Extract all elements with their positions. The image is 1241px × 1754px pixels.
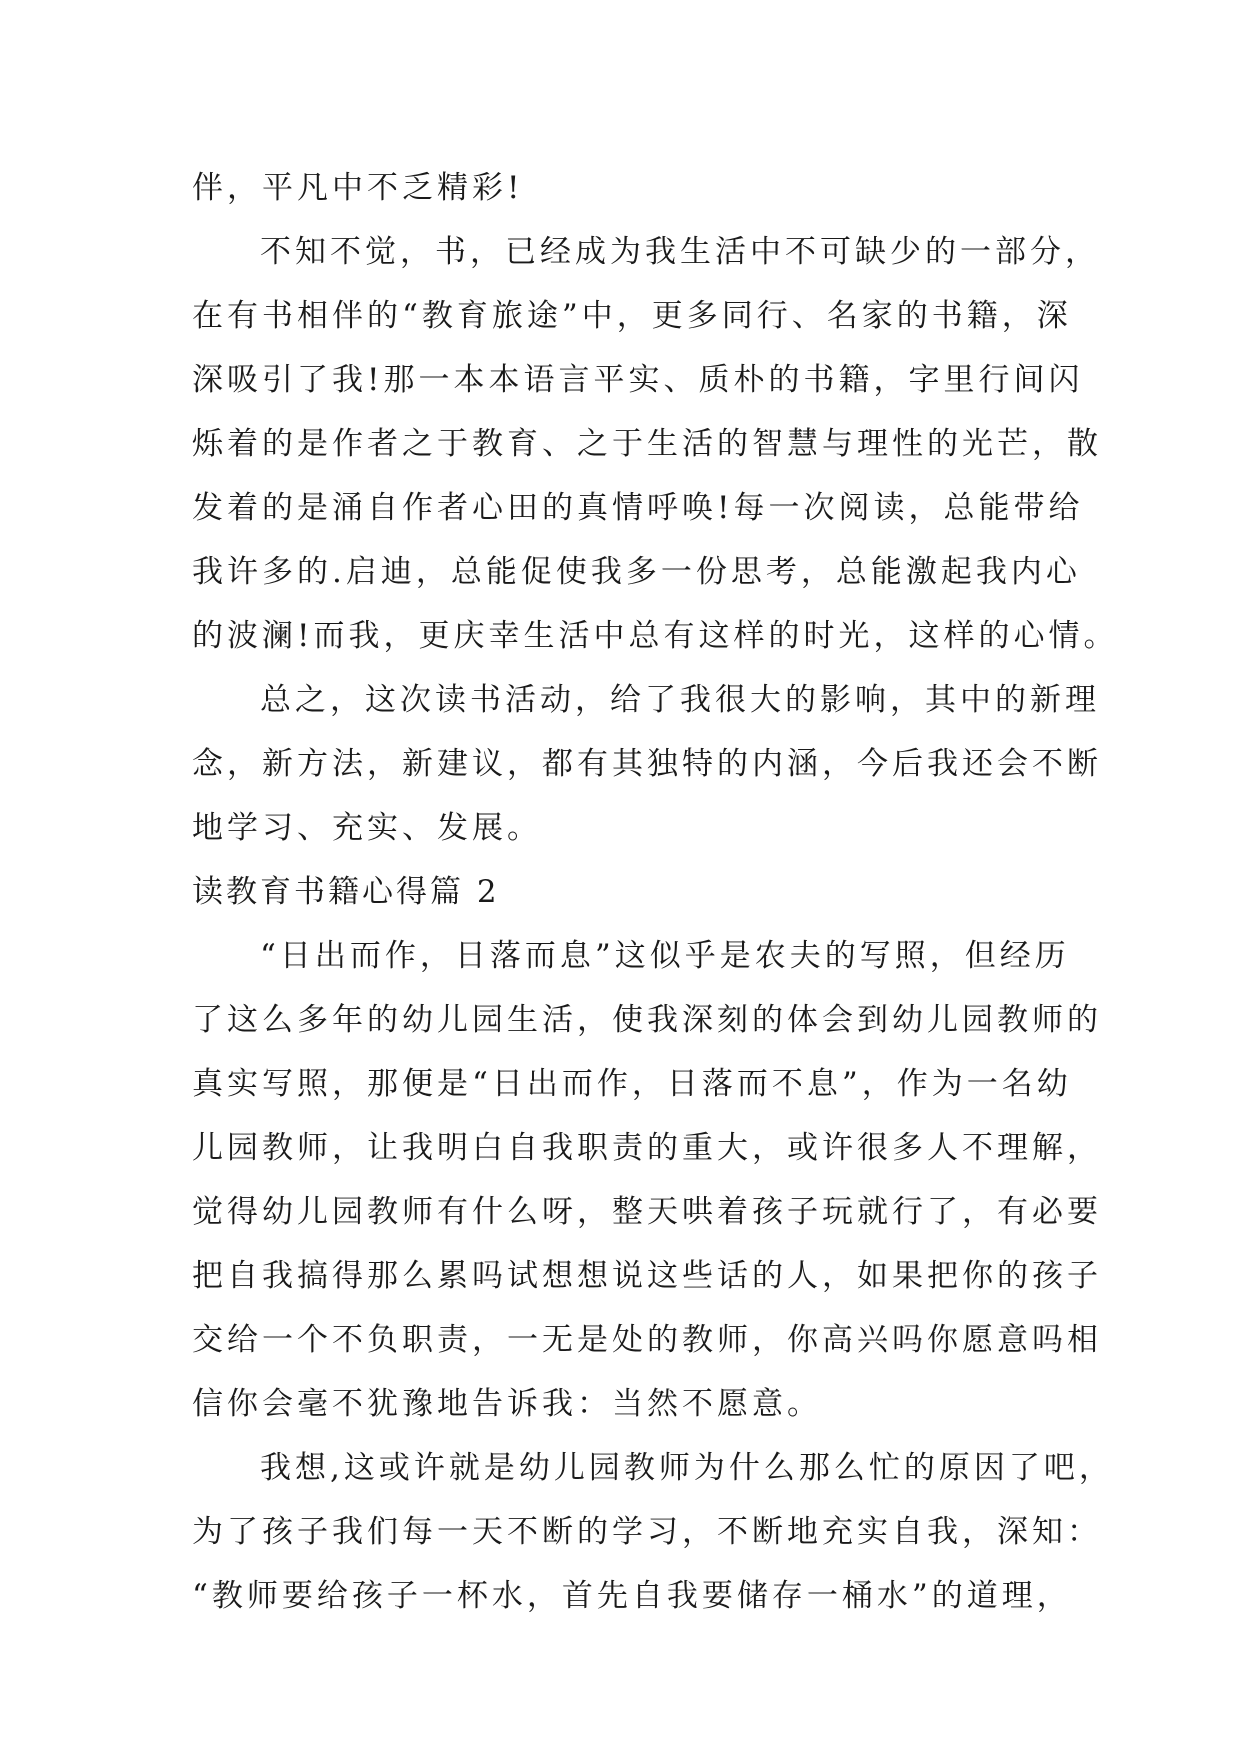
paragraph-line: 的波澜!而我，更庆幸生活中总有这样的时光，这样的心情。 — [192, 618, 1119, 654]
paragraph-line: 深吸引了我!那一本本语言平实、质朴的书籍，字里行间闪 — [192, 362, 1084, 398]
paragraph-line: 烁着的是作者之于教育、之于生活的智慧与理性的光芒，散 — [192, 426, 1102, 462]
paragraph-line: “日出而作，日落而息”这似乎是农夫的写照，但经历 — [260, 938, 1070, 974]
paragraph-line: 信你会毫不犹豫地告诉我：当然不愿意。 — [192, 1386, 822, 1422]
paragraph-line: 发着的是涌自作者心田的真情呼唤!每一次阅读，总能带给 — [192, 490, 1084, 526]
section-1-body — [192, 156, 1119, 860]
paragraph-line: 念，新方法，新建议，都有其独特的内涵，今后我还会不断 — [192, 746, 1102, 782]
paragraph-line: 在有书相伴的“教育旅途”中，更多同行、名家的书籍，深 — [192, 298, 1072, 334]
paragraph-line: 把自我搞得那么累吗试想想说这些话的人，如果把你的孩子 — [192, 1258, 1102, 1294]
paragraph-line: 真实写照，那便是“日出而作，日落而不息”，作为一名幼 — [192, 1066, 1072, 1102]
paragraph-line: 伴，平凡中不乏精彩! — [192, 170, 524, 206]
paragraph-line: 地学习、充实、发展。 — [192, 810, 542, 846]
paragraph-line: 儿园教师，让我明白自我职责的重大，或许很多人不理解， — [192, 1130, 1102, 1166]
paragraph-line: 为了孩子我们每一天不断的学习，不断地充实自我，深知： — [192, 1514, 1102, 1550]
paragraph-line: 不知不觉，书，已经成为我生活中不可缺少的一部分， — [260, 234, 1100, 270]
paragraph-line: 我想,这或许就是幼儿园教师为什么那么忙的原因了吧， — [260, 1450, 1114, 1486]
paragraph-line: 了这么多年的幼儿园生活，使我深刻的体会到幼儿园教师的 — [192, 1002, 1102, 1038]
section-heading: 读教育书籍心得篇 2 — [192, 874, 500, 910]
paragraph-line: “教师要给孩子一杯水，首先自我要储存一桶水”的道理， — [192, 1578, 1072, 1614]
section-2-heading-block — [192, 860, 1072, 924]
paragraph-line: 总之，这次读书活动，给了我很大的影响，其中的新理 — [260, 682, 1100, 718]
paragraph-line: 觉得幼儿园教师有什么呀，整天哄着孩子玩就行了，有必要 — [192, 1194, 1102, 1230]
section-2-body — [192, 924, 1114, 1628]
paragraph-line: 我许多的.启迪，总能促使我多一份思考，总能激起我内心 — [192, 554, 1081, 590]
paragraph-line: 交给一个不负职责，一无是处的教师，你高兴吗你愿意吗相 — [192, 1322, 1102, 1358]
